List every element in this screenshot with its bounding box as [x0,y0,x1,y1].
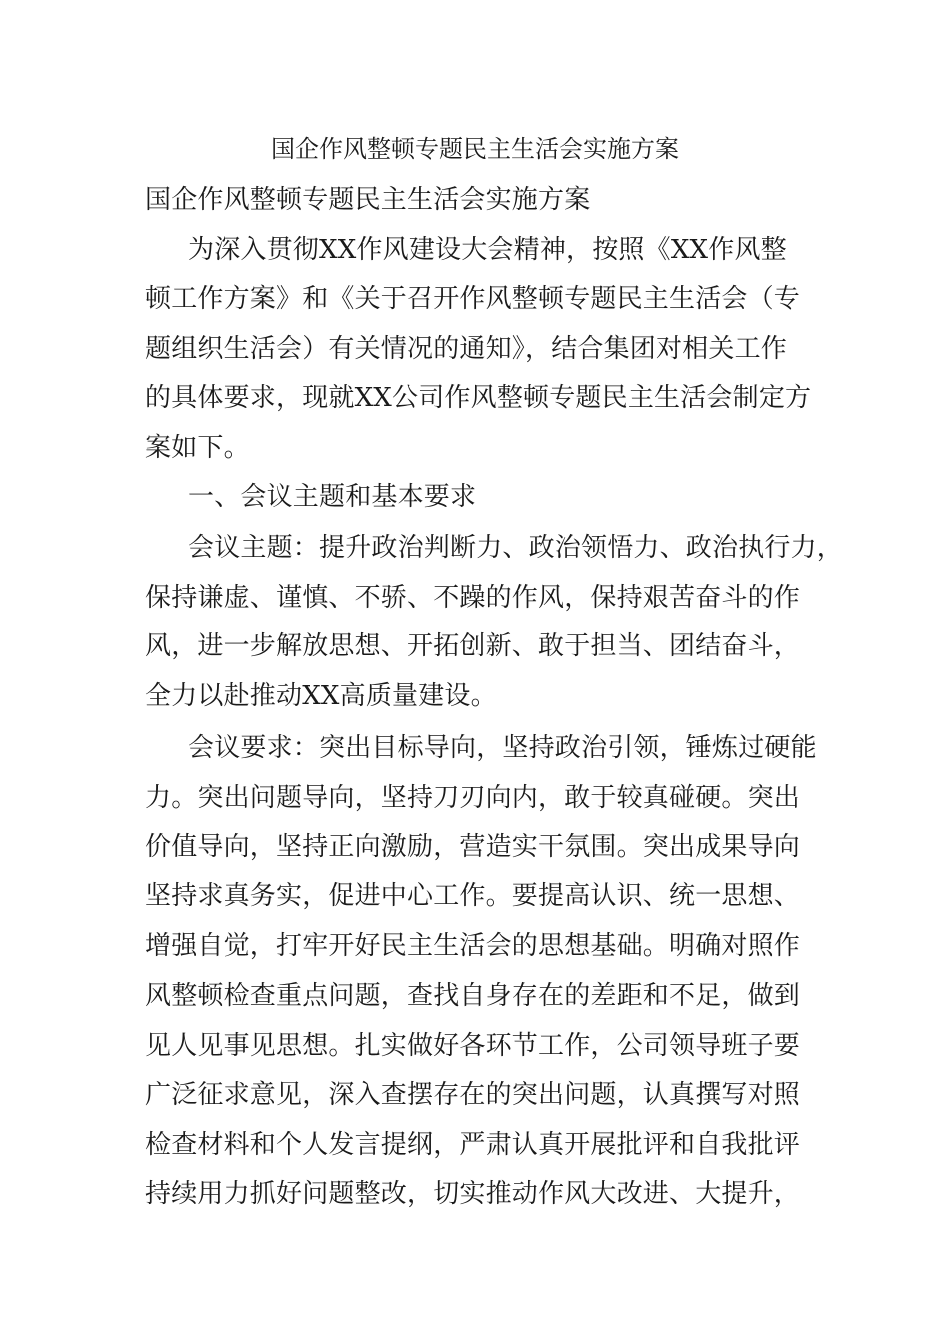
paragraph-line: 力。突出问题导向，坚持刀刃向内，敢于较真碰硬。突出 [145,783,801,813]
document-title: 国企作风整顿专题民主生活会实施方案 [271,135,679,163]
section-heading: 一、会议主题和基本要求 [188,482,477,512]
paragraph-line: 风整顿检查重点问题，查找自身存在的差距和不足，做到 [145,981,801,1011]
subtitle-line: 国企作风整顿专题民主生活会实施方案 [145,185,591,215]
paragraph-line: 为深入贯彻XX作风建设大会精神，按照《XX作风整 [188,235,787,265]
paragraph-line: 会议要求：突出目标导向，坚持政治引领，锤炼过硬能 [188,733,817,763]
paragraph-line: 保持谦虚、谨慎、不骄、不躁的作风，保持艰苦奋斗的作 [145,583,801,613]
paragraph-line: 坚持求真务实，促进中心工作。要提高认识、统一思想、 [145,881,801,911]
paragraph-line: 见人见事见思想。扎实做好各环节工作，公司领导班子要 [145,1031,801,1061]
paragraph-line: 持续用力抓好问题整改，切实推动作风大改进、大提升， [145,1179,801,1209]
paragraph-line: 会议主题：提升政治判断力、政治领悟力、政治执行力， [188,533,844,563]
paragraph-line: 检查材料和个人发言提纲，严肃认真开展批评和自我批评 [145,1130,801,1160]
paragraph-line: 题组织生活会）有关情况的通知》，结合集团对相关工作 [145,334,788,364]
paragraph-line: 增强自觉，打牢开好民主生活会的思想基础。明确对照作 [145,931,801,961]
paragraph-line: 的具体要求，现就XX公司作风整顿专题民主生活会制定方 [145,383,812,413]
paragraph-line: 价值导向，坚持正向激励，营造实干氛围。突出成果导向 [145,832,801,862]
paragraph-line: 顿工作方案》和《关于召开作风整顿专题民主生活会（专 [145,284,801,314]
paragraph-line: 全力以赴推动XX高质量建设。 [145,681,497,711]
paragraph-line: 案如下。 [145,433,250,463]
paragraph-line: 广泛征求意见，深入查摆存在的突出问题，认真撰写对照 [145,1080,801,1110]
paragraph-line: 风，进一步解放思想、开拓创新、敢于担当、团结奋斗， [145,631,801,661]
